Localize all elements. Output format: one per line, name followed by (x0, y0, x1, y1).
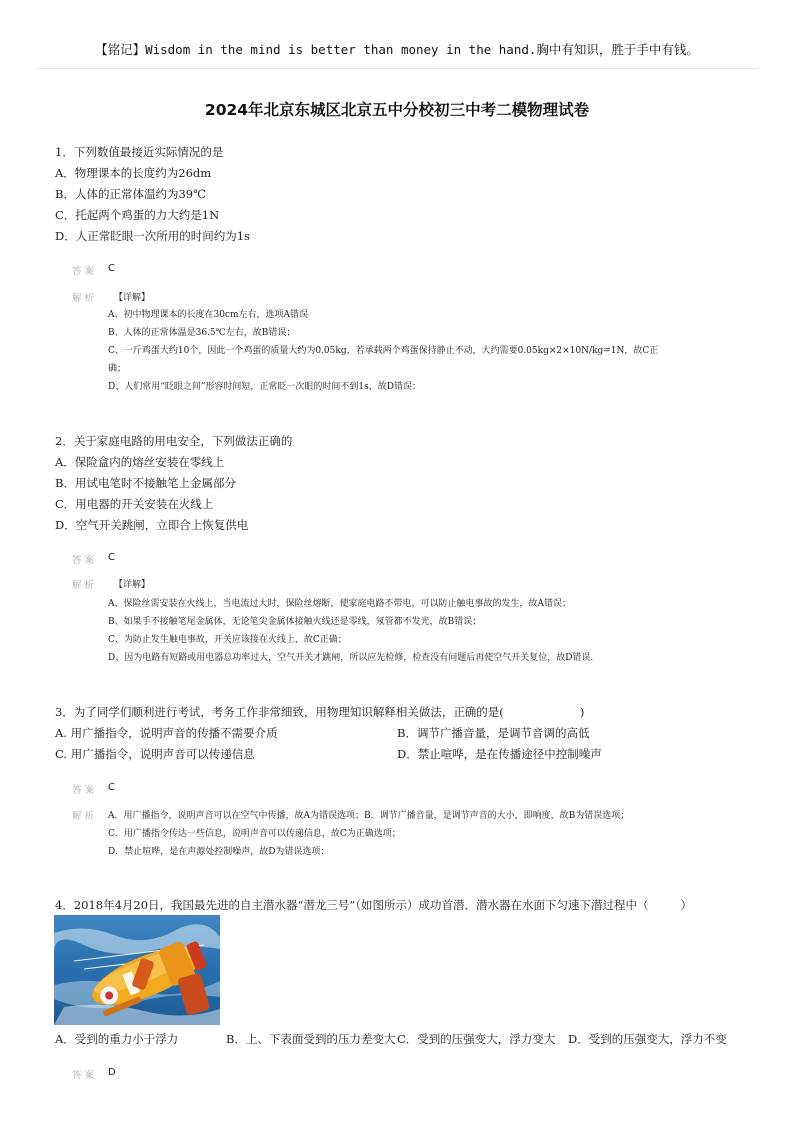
question-4-option-d[interactable]: D．受到的压强变大，浮力不变 (568, 1032, 727, 1046)
question-1-option-b[interactable]: B．人体的正常体温约为39℃ (55, 187, 206, 201)
answer-label: 答案 (72, 785, 98, 796)
question-1-explanation-line: D、人们常用“眨眼之间”形容时间短，正常眨一次眼的时间不到1s，故D错误； (108, 382, 421, 392)
header-divider (36, 68, 758, 69)
question-1-explanation-line: C、一斤鸡蛋大约10个，因此一个鸡蛋的质量大约为0.05kg，若承载两个鸡蛋保持静止不动，大约需要0.05kg×2×10N/kg=1N，故C正 (108, 346, 659, 356)
question-3-option-c[interactable]: C. 用广播指令，说明声音可以传递信息 (55, 747, 255, 761)
question-3-option-a[interactable]: A. 用广播指令，说明声音的传播不需要介质 (55, 726, 278, 740)
question-4-option-a[interactable]: A．受到的重力小于浮力 (55, 1032, 179, 1046)
question-4-option-c[interactable]: C．受到的压强变大，浮力变大 (397, 1032, 556, 1046)
question-2-explanation-line: B、如果手不接触笔尾金属体，无论笔尖金属体接触火线还是零线，氖管都不发光，故B错误； (108, 617, 482, 627)
question-1-explanation-line: B、人体的正常体温是36.5℃左右，故B错误； (108, 328, 296, 338)
question-4-stem (55, 897, 692, 913)
answer-label: 答案 (72, 1070, 98, 1081)
answer-label: 答案 (72, 266, 98, 277)
question-2-explanation-line: A、保险丝需安装在火线上，当电流过大时，保险丝熔断，使家庭电路不带电，可以防止触电事故的发生，故A错误； (108, 599, 572, 609)
analysis-label: 解析 (72, 293, 98, 304)
question-3-stem-end: ) (579, 705, 585, 719)
question-2-stem: 2．关于家庭电路的用电安全，下列做法正确的 (55, 434, 293, 448)
question-2-explanation-line: 【详解】 (114, 580, 151, 590)
question-4-stem-text: 4．2018年4月20日，我国最先进的自主潜水器“潜龙三号”（如图所示）成功首潜．潜水器在水面下匀速下潜过程中（ (55, 898, 649, 912)
submersible-photo (54, 915, 220, 1025)
question-3-stem-text: 3．为了同学们顺利进行考试，考务工作非常细致，用物理知识解释相关做法，正确的是( (55, 705, 504, 719)
question-2-explanation-line: C、为防止发生触电事故，开关应该接在火线上，故C正确； (108, 635, 347, 645)
question-1-option-d[interactable]: D．人正常眨眼一次所用的时间约为1s (55, 229, 250, 243)
question-2-answer: C (108, 552, 115, 563)
question-3-explanation-line: D．禁止喧哗，是在声源处控制噪声，故D为错误选项； (108, 847, 330, 857)
analysis-label: 解析 (72, 811, 98, 822)
question-3-stem (55, 704, 584, 720)
question-2-option-b[interactable]: B．用试电笔时不接触笔上金属部分 (55, 476, 236, 490)
question-4-option-b[interactable]: B．上、下表面受到的压力差变大 (226, 1032, 396, 1046)
question-1-explanation-line: 【详解】 (114, 293, 151, 303)
question-3-option-d[interactable]: D．禁止喧哗，是在传播途径中控制噪声 (397, 747, 602, 761)
question-3-option-b[interactable]: B．调节广播音量，是调节音调的高低 (397, 726, 590, 740)
question-1-option-a[interactable]: A．物理课本的长度约为26dm (55, 166, 212, 180)
question-4-answer: D (108, 1067, 116, 1078)
question-3-explanation-line: A．用广播指令，说明声音可以在空气中传播，故A为错误选项；B．调节广播音量，是调节声音的大小，即响度，故B为错误选项； (108, 811, 630, 821)
submersible-illustration (54, 915, 220, 1025)
question-1-answer: C (108, 263, 115, 274)
question-3-answer: C (108, 782, 115, 793)
question-1-option-c[interactable]: C．托起两个鸡蛋的力大约是1N (55, 208, 220, 222)
page-title: 2024年北京东城区北京五中分校初三中考二模物理试卷 (204, 101, 590, 119)
question-2-option-c[interactable]: C．用电器的开关安装在火线上 (55, 497, 214, 511)
analysis-label: 解析 (72, 580, 98, 591)
question-3-explanation-line: C．用广播指令传达一些信息，说明声音可以传递信息，故C为正确选项； (108, 829, 401, 839)
answer-label: 答案 (72, 555, 98, 566)
question-4-stem-end: ） (680, 898, 693, 912)
question-2-explanation-line: D、因为电路有短路或用电器总功率过大，空气开关才跳闸，所以应先检修，检查没有问题后再使空气开关复位，故D错误. (108, 653, 594, 663)
question-1-explanation-line: A、初中物理课本的长度在30cm左右，选项A错误 (108, 310, 309, 320)
question-1-stem: 1．下列数值最接近实际情况的是 (55, 145, 224, 159)
question-2-option-d[interactable]: D．空气开关跳闸，立即合上恢复供电 (55, 518, 249, 532)
question-1-explanation-line: 确； (108, 364, 127, 374)
question-2-option-a[interactable]: A．保险盒内的熔丝安装在零线上 (55, 455, 225, 469)
motto-header: 【铭记】Wisdom in the mind is better than money in the hand.胸中有知识，胜于手中有钱。 (95, 42, 699, 57)
